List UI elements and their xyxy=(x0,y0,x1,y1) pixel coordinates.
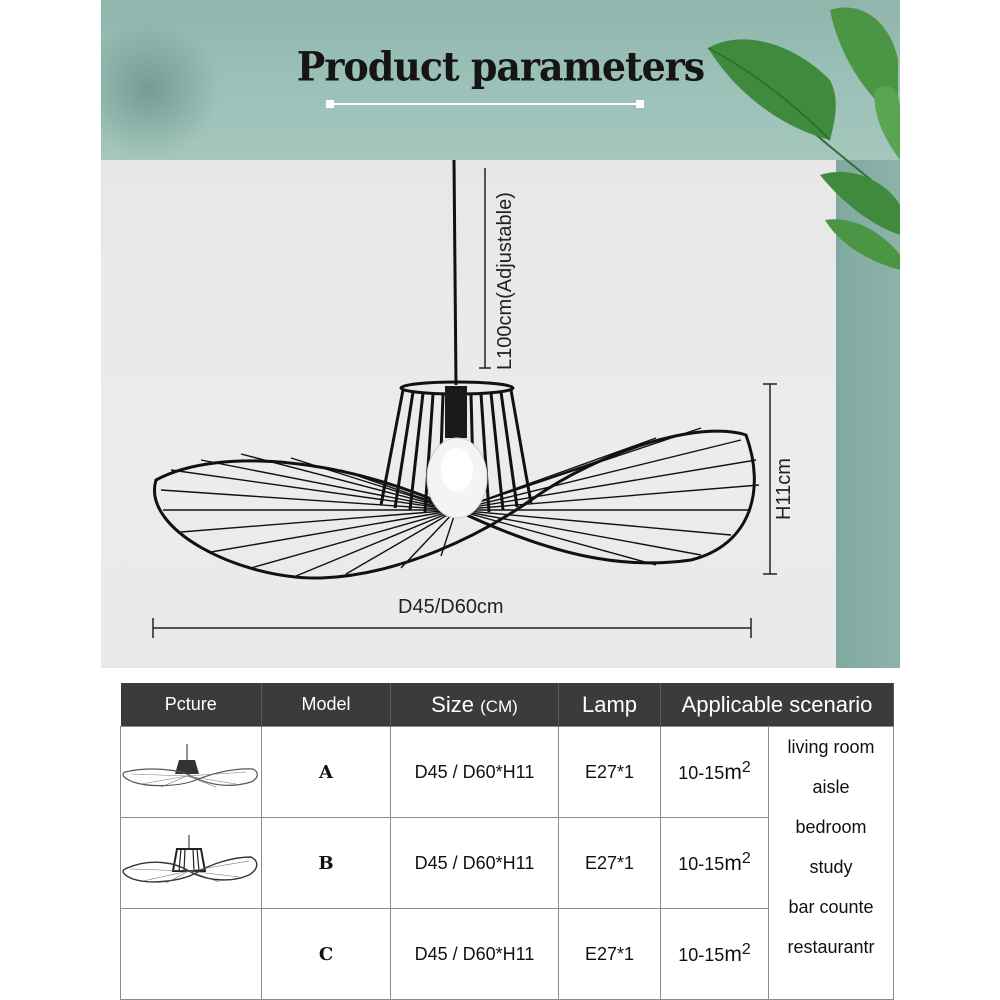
model-cell: C xyxy=(262,909,391,1000)
model-cell: B xyxy=(262,818,391,909)
lamp-cell: E27*1 xyxy=(559,818,661,909)
lamp-cell: E27*1 xyxy=(559,727,661,818)
scenario-item: bar counte xyxy=(788,897,874,917)
area-unit-sup: 2 xyxy=(741,850,751,867)
model-cell: A xyxy=(262,727,391,818)
size-cell: D45 / D60*H11 xyxy=(391,727,559,818)
header-scenario: Applicable scenario xyxy=(661,683,894,727)
picture-cell-b xyxy=(121,818,262,909)
scenario-item: aisle xyxy=(812,777,850,797)
area-value: 10-15 xyxy=(678,945,725,965)
diameter-label: D45/D60cm xyxy=(398,596,504,618)
size-cell: D45 / D60*H11 xyxy=(391,909,559,1000)
lamp-thumbnail-b-icon xyxy=(121,833,261,893)
area-value: 10-15 xyxy=(678,763,725,783)
title-underline-dot-right xyxy=(636,100,644,108)
lamp-cell: E27*1 xyxy=(559,909,661,1000)
scenario-cell xyxy=(769,727,894,1000)
area-unit: m xyxy=(724,852,742,875)
page-title: Product parameters xyxy=(296,42,705,91)
size-cell: D45 / D60*H11 xyxy=(391,818,559,909)
pendant-lamp-illustration xyxy=(101,160,836,668)
header-lamp: Lamp xyxy=(559,683,661,727)
area-cell xyxy=(661,818,769,909)
header-size-unit: (CM) xyxy=(480,696,518,716)
table-row xyxy=(121,727,894,818)
header-size-label: Size xyxy=(431,691,474,717)
header-model: Model xyxy=(262,683,391,727)
area-cell xyxy=(661,909,769,1000)
area-cell xyxy=(661,727,769,818)
picture-cell-a xyxy=(121,727,262,818)
cord-length-label: L100cm(Adjustable) xyxy=(494,192,516,370)
picture-cell-c xyxy=(121,909,262,1000)
area-unit: m xyxy=(724,943,742,966)
area-unit-sup: 2 xyxy=(741,759,751,776)
area-unit-sup: 2 xyxy=(741,941,751,958)
header-size xyxy=(391,683,559,727)
scenario-item: study xyxy=(809,857,853,877)
lamp-thumbnail-a-icon xyxy=(121,742,261,802)
scenario-item: bedroom xyxy=(795,817,867,837)
height-label: H11cm xyxy=(773,458,795,520)
scenario-item: living room xyxy=(787,737,875,757)
spec-table xyxy=(120,683,894,1000)
header-picture: Pcture xyxy=(121,683,262,727)
scenario-item: restaurantr xyxy=(787,937,875,957)
area-value: 10-15 xyxy=(678,854,725,874)
area-unit: m xyxy=(724,761,742,784)
table-header-row xyxy=(121,683,894,727)
title-underline-dot-left xyxy=(326,100,334,108)
title-underline xyxy=(330,103,640,105)
